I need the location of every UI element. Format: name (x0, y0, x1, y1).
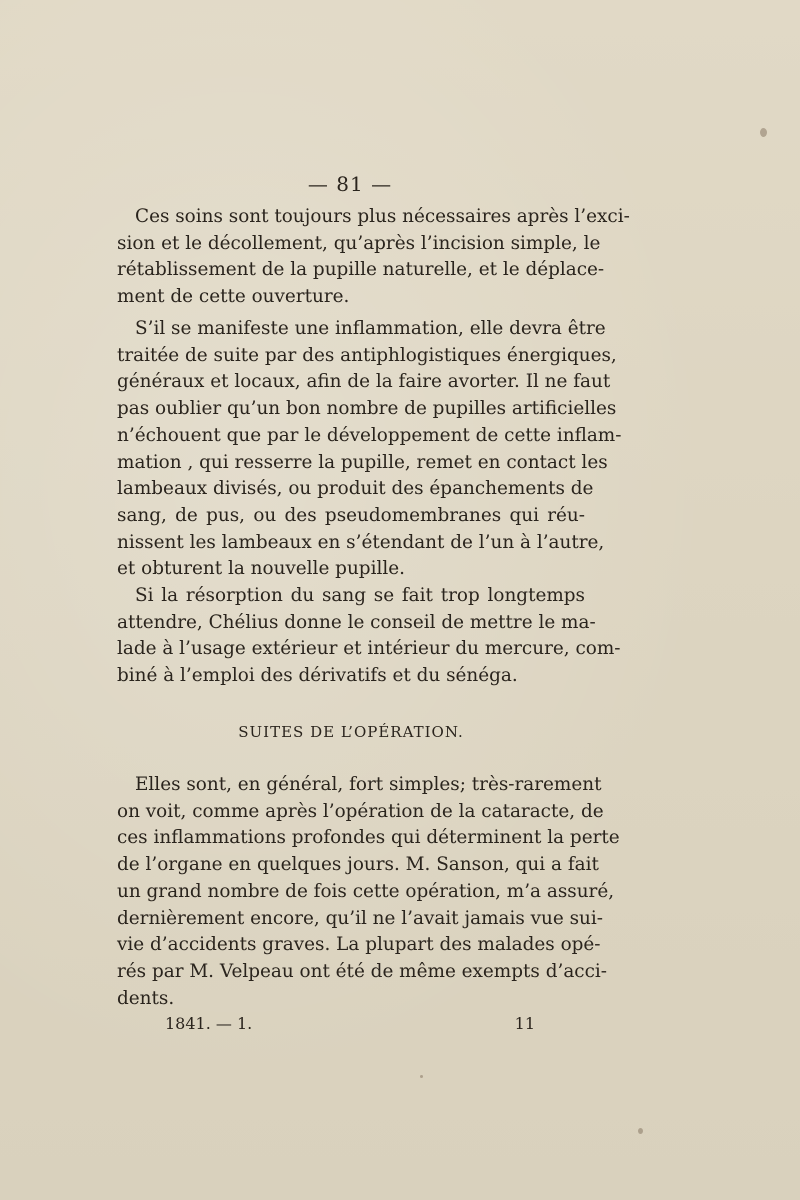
text-line: Ces soins sont toujours plus nécessaires après l’exci- (135, 206, 630, 227)
text-line: sion et le décollement, qu’après l’incision simple, le (117, 232, 601, 254)
text-line: nissent les lambeaux en s’étendant de l’un à l’autre, (117, 531, 605, 553)
page-number: — 81 — (307, 172, 393, 196)
paragraph-4 (117, 772, 620, 1012)
text-line: traitée de suite par des antiphlogistiques énergiques, (117, 344, 617, 366)
text-line: mation , qui resserre la pupille, remet en contact les (117, 451, 608, 473)
text-line: sang, de pus, ou des pseudomembranes qui réu- (117, 504, 585, 526)
paragraph-3 (117, 583, 621, 690)
text-line: Si la résorption du sang se fait trop longtemps (135, 585, 585, 606)
text-line: biné à l’emploi des dérivatifs et du sénéga. (117, 665, 518, 687)
paper-speck (760, 128, 767, 137)
text-line: attendre, Chélius donne le conseil de mettre le ma- (117, 611, 596, 633)
text-line: Elles sont, en général, fort simples; très-rarement (135, 774, 602, 795)
paragraph-2 (117, 316, 622, 583)
sheet-number: 11 (514, 1014, 535, 1033)
paper-speck (420, 1075, 423, 1078)
text-line: vie d’accidents graves. La plupart des malades opé- (117, 934, 601, 956)
text-line: lade à l’usage extérieur et intérieur du mercure, com- (117, 638, 621, 660)
paper-speck (638, 1128, 643, 1134)
text-line: dernièrement encore, qu’il ne l’avait jamais vue sui- (117, 907, 603, 929)
text-line: rés par M. Velpeau ont été de même exempts d’acci- (117, 960, 607, 982)
printer-signature: 1841. — 1. (165, 1014, 253, 1033)
text-line: n’échouent que par le développement de cette inflam- (117, 424, 622, 446)
text-line: ces inflammations profondes qui déterminent la perte (117, 827, 620, 849)
text-line: dents. (117, 987, 175, 1009)
text-line: ment de cette ouverture. (117, 286, 350, 308)
text-line: S’il se manifeste une inflammation, elle devra être (135, 318, 606, 339)
text-line: de l’organe en quelques jours. M. Sanson, qui a fait (117, 854, 599, 876)
section-heading: SUITES DE L’OPÉRATION. (238, 723, 464, 741)
text-line: pas oublier qu’un bon nombre de pupilles artificielles (117, 398, 617, 420)
text-line: on voit, comme après l’opération de la cataracte, de (117, 800, 604, 822)
paragraph-1 (117, 204, 630, 311)
text-line: lambeaux divisés, ou produit des épanchements de (117, 478, 594, 500)
text-line: généraux et locaux, afin de la faire avorter. Il ne faut (117, 371, 611, 393)
text-line: un grand nombre de fois cette opération, m’a assuré, (117, 880, 615, 902)
text-line: et obturent la nouvelle pupille. (117, 558, 405, 580)
text-line: rétablissement de la pupille naturelle, et le déplace- (117, 259, 605, 281)
